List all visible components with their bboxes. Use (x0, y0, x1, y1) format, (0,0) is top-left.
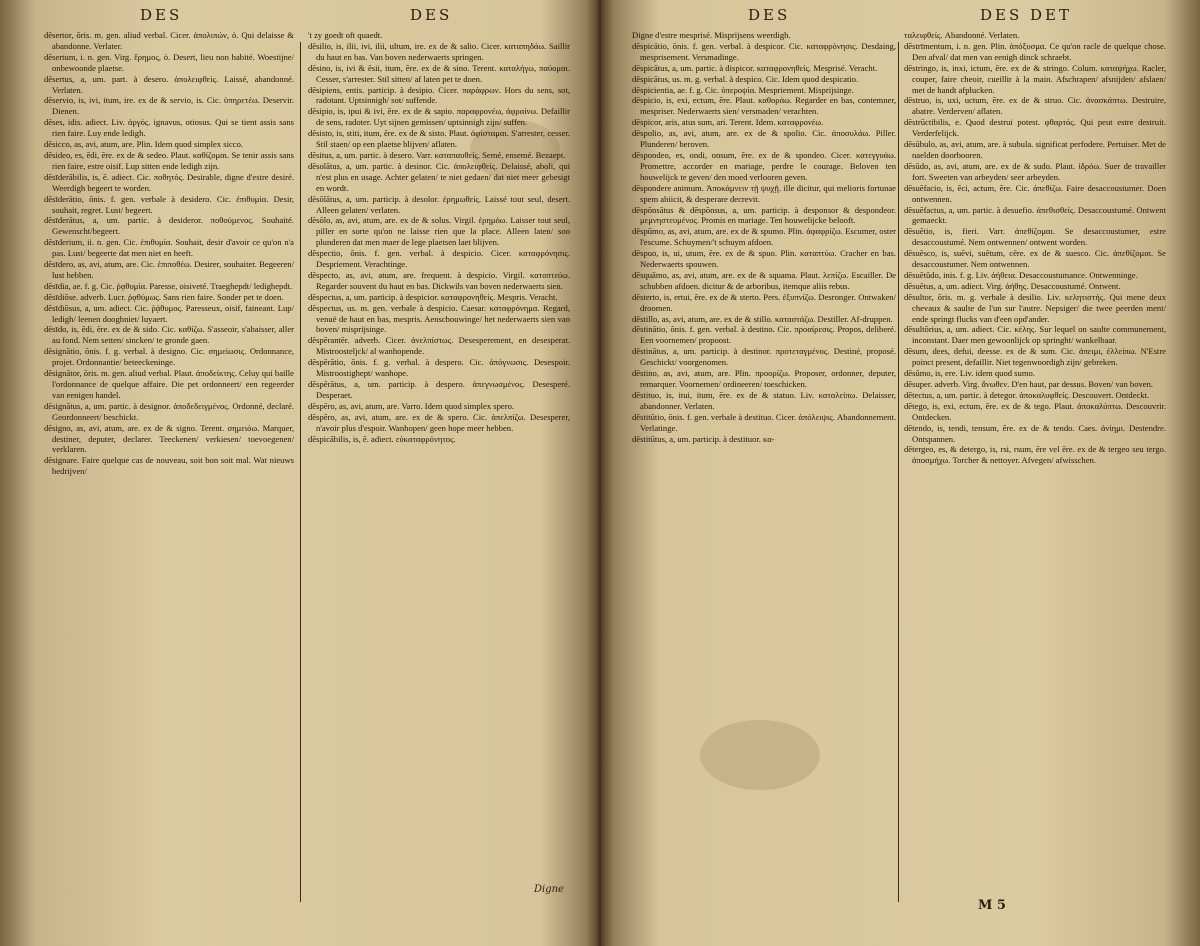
dictionary-entry: dēsultor, ōris. m. g. verbale à desilio. Liv. κελητιστής. Qui mene deux chevaux & saulte de l'un sur l'autre. Nepsiger/ die twee peerden ment/ ende springt flucks van d'een opd'ander. (904, 291, 1166, 324)
dictionary-entry: dēsīderābilis, is, ē. adiect. Cic. ποθητός. Desirable, digne d'estre desiré. Weerdigh begeert te worden. (44, 171, 294, 193)
dictionary-entry: dēstitūtio, ōnis. f. gen. verbale à destituo. Cicer. ἀπόλειψις. Abandonnement. Verlatinge. (632, 411, 896, 433)
dictionary-entry: dēsignātor, ōris. m. gen. aliud verbal. Plaut. ἀποδείκτης. Celuy qui baille l'ordonnance de quelque affaire. Die pet ordonneert/ een regeerder van eenigen handel. (44, 368, 294, 400)
dictionary-entry: dēspectio, ōnis. f. gen. verbal. à despicio. Cicer. καταφρόνησις. Despriement. Verachtinge. (308, 248, 570, 270)
dictionary-entry: dēsuēfactus, a, um. partic. à desuefio. ἀπεθισθείς. Desaccoustumé. Ontwent gemaeckt. (904, 204, 1166, 226)
dictionary-entry: 't zy goedt oft quaedt. (308, 30, 383, 40)
column-divider (898, 42, 899, 902)
dictionary-entry: dēspicientia, ae. f. g. Cic. ὑπεροψία. Mespriement. Misprijsinge. (632, 84, 854, 95)
dictionary-entry: dēsīderium, ii. n. gen. Cic. ἐπιθυμία. Souhait, desir d'avoir ce qu'on n'a pas. Lust/ begeerte dat men niet en heeft. (44, 237, 294, 259)
dictionary-entry: dēsilio, is, ilii, ivi, ilii, ultum, ire. ex de & salio. Cicer. καταπηδάω. Saillir du haut en bas. Van boven nederwaerts springen. (308, 40, 570, 62)
dictionary-entry: dēsultōrius, a, um. adiect. Cic. κέλης. Sur lequel on saulte communement, inconstant. Daer men gewoonlijck op springht/ wankelbaar. (904, 324, 1166, 346)
dictionary-entry: dēspicātio, ōnis. f. gen. verbal. à despicor. Cic. καταφρόνησις. Desdaing, mesprisement. Versmadinge. (632, 40, 896, 62)
dictionary-entry: dēsīdero, as, avi, atum, are. Cic. ἐπιποθέω. Desirer, souhaiter. Begeeren/ lust hebben. (44, 259, 294, 280)
dictionary-entry: dēsuēfacio, is, ēci, actum, ēre. Cic. ἀπεθίζω. Faire desaccoustumer. Doen ontwennen. (904, 182, 1166, 204)
column-divider (300, 42, 301, 902)
left-page-header-left: DES (140, 6, 183, 24)
dictionary-entry: dētectus, a, um. partic. à detegor. ἀποκαλυφθείς. Descouvert. Ontdeckt. (904, 389, 1150, 400)
dictionary-entry: dēsignare. Faire quelque cas de nouveau, soit bon soit mal. Wat nieuws bedrijven/ (44, 455, 294, 477)
dictionary-entry: dēsino, is, ivi & ēsii, itum, ēre. ex de & sino. Terent. καταλήγω, παύομαι. Cesser, s'arrester. Stil sitten/ af laten pet te doen. (308, 62, 570, 84)
dictionary-entry: dēstinātus, a, um. particip. à destinor. προτεταγμένος. Destiné, proposé. Geschickt/ voorgenomen. (632, 346, 896, 368)
dictionary-entry: dēspērantēr. adverb. Cicer. ἀνελπίστως. Desesperement, en desesperat. Mistroosteljck/ al wanhopende. (308, 335, 570, 357)
dictionary-entry: ταλειφθείς. Abandonné. Verlaten. (904, 30, 1020, 40)
dictionary-entry: dēsīderātio, ōnis. f. gen. verbale à desidero. Cic. ἐπιθυμία. Desir, souhait, regret. Lust/ begeert. (44, 193, 294, 215)
dictionary-entry: dētergeo, es, & detergo, is, rsi, rsum, ēre vel ēre. ex de & tergeo seu tergo. ἀποσμήχω. Torcher & nettoyer. Afvegen/ afwisschen. (904, 444, 1166, 466)
dictionary-entry: dēspicātus, us. m. g. verbal. à despico. Cic. Idem quod despicatio. (632, 73, 859, 84)
dictionary-entry: dēsuper. adverb. Virg. ἄνωθεν. D'en haut, par dessus. Boven/ van boven. (904, 379, 1154, 389)
dictionary-entry: dēspondeo, es, ondi, onsum, ēre. ex de & spondeo. Cicer. κατεγγυάω. Promettre, accorder en mariage, perdre le courage. Beloven ten houwelijck te geven/ den moed verlooren geven. (632, 149, 896, 182)
dictionary-entry: dēstrīmentum, i. n. gen. Plin. ἀπόξυσμα. Ce qu'on racle de quelque chose. Den afval/ dat men van eenigh dinck schraebt. (904, 40, 1166, 62)
dictionary-entry: dēsīdo, is, ēdi, ēre. ex de & sido. Cic. καθίζω. S'asseoir, s'abaisser, aller au fond. Nem setten/ sincken/ te gronde gaen. (44, 324, 294, 346)
dictionary-entry: dēstillo, as, avi, atum, are. ex de & stillo. καταστάζω. Destiller. Af-druppen. (632, 313, 893, 324)
dictionary-entry: dēsūbulo, as, avi, atum, are. à subula. significat perfodere. Pertuiser. Met de naelden doorbooren. (904, 139, 1166, 160)
dictionary-entry: dēspolio, as, avi, atum, are. ex de & spolio. Cic. ἀποσυλάω. Piller. Plunderen/ beroven. (632, 128, 896, 150)
dictionary-entry: dēsolātus, a, um. partic. à desinor. Cic. ἀπολειφθείς. Delaissé, aboli, qui n'est plus en usage. Achter gelaten/ te niet gedaen/ dat niet meer gebesigt en wordt. (308, 160, 570, 193)
signature-mark: M 5 (978, 898, 1006, 913)
dictionary-entry: dēsōlo, as, avi, atum, are. ex de & solus. Virgil. ἐρημόω. Laisser tout seul, piller en sorte qu'on ne laisse rien que la place. Alleen laten/ soo plunderen dat men maer de lege plaetsen laet blijven. (308, 215, 570, 248)
catchword: Digne (534, 884, 564, 895)
dictionary-entry: dēspectus, us. m. gen. verbale à despicio. Caesar. καταφρόνημα. Regard, venuë de haut en bas, mespris. Aenschouwinge/ het nederwaerts sien van boven/ misprijsinge. (308, 302, 570, 335)
dictionary-entry: dēstringo, is, inxi, ictum, ēre. ex de & stringo. Colum. καταψήχω. Racler, couper, faire cheoir, cueillir à la main. Afschrapen/ afsnijden/ afslaen/ met de handt afplucken. (904, 62, 1166, 95)
dictionary-entry: dēstrūctibilis, e. Quod destrui potest. φθαρτός. Qui peut estre destruit. Verderfelijck. (904, 117, 1166, 139)
dictionary-entry: dēstruo, is, uxi, uctum, ēre. ex de & struo. Cic. ἀνασκάπτω. Destruire, abatre. Verderven/ aflaten. (904, 95, 1166, 117)
dictionary-entry: dēspicor, aris, atus sum, ari. Terent. Idem. καταφρονέω. (632, 117, 824, 128)
dictionary-entry: dēsipiens, entis. particip. à desipio. Cicer. παράφρων. Hors du sens, sot, radotant. Uptsinnigh/ sot/ suffende. (308, 84, 570, 106)
dictionary-entry: dēspūmo, as, avi, atum, are. ex de & spumo. Plin. ἀφαφρίζω. Escumer, oster l'escume. Schuymen/'t schuym afdoen. (632, 226, 896, 248)
right-page-column-2 (904, 30, 1166, 466)
dictionary-entry: dēsipio, is, ipui & ivi, ēre. ex de & sapio. παραφρονέω, ἀφραίνω. Defaillir de sens, radoter. Uyt sijnen gemissen/ uptsinnigh zijn/ suffen. (308, 106, 570, 128)
dictionary-entry: dēspērātus, a, um. particip. à despero. ἀπεγνωσμένος. Desesperé. Desperaet. (308, 379, 570, 400)
dictionary-entry: dēservio, is, ivi, itum, ire. ex de & servio, is. Cic. ὑπηρετέω. Deservir. Dienen. (44, 95, 294, 117)
right-page (602, 0, 1200, 946)
dictionary-entry: dēstituo, is, itui, itum, ēre. ex de & statuo. Liv. καταλείπω. Delaisser, abandonner. Verlaten. (632, 389, 896, 411)
dictionary-entry: dēsquāmo, as, avi, atum, are. ex de & squama. Plaut. λεπίζω. Escailler. De schubben afdoen. dicitur & de arboribus, itemque aliis rebus. (632, 269, 896, 291)
dictionary-entry: dēstinātio, ōnis. f. gen. verbal. à destino. Cic. προαίρεσις. Propos, deliberé. Een voornemen/ propoost. (632, 324, 896, 346)
dictionary-entry: dēstino, as, avi, atum, are. Plin. προορίζω. Proposer, ordonner, deputer, remarquer. Voornemen/ ordineeren/ toeschicken. (632, 368, 896, 389)
dictionary-entry: dēsuētūdo, inis. f. g. Liv. ἀήθεια. Desaccoustumance. Ontwenninge. (904, 269, 1138, 280)
dictionary-entry: dēsertum, i. n. gen. Virg. ἔρημος, ὁ. Desert, lieu non habité. Woestijne/ onbewoonde plaetse. (44, 51, 294, 73)
dictionary-entry: dēspicātus, a, um. partic. à dispicor. καταφρονηθείς. Mesprisé. Veracht. (632, 62, 878, 73)
dictionary-entry: dēspōnsātus & dēspōnsus, a, um. particip. à desponsor & despondeor. μεμνηστευμένος. Promis en mariage. Ten houwelijcke belooft. (632, 204, 896, 226)
dictionary-entry: dēsūmo, is, ere. Liv. idem quod sumo. (904, 368, 1035, 379)
left-page-column-2 (308, 30, 570, 444)
dictionary-entry: dētego, is, exi, ectum, ēre. ex de & tego. Plaut. ἀποκαλύπτω. Descouvrir. Ontdecken. (904, 400, 1166, 422)
dictionary-entry: dēsicco, as, avi, atum, are. Plin. Idem quod simplex sicco. (44, 139, 244, 150)
dictionary-entry: dēsuēsco, is, suēvi, suētum, cēre. ex de & suesco. Cic. ἀπεθίζομαι. Se desaccoustumer. Nem ontwennen. (904, 248, 1166, 270)
right-page-header-left: DES (748, 6, 791, 24)
right-page-header-right: DES DET (980, 6, 1073, 24)
dictionary-entry: dēses, idis. adiect. Liv. ἀργός. ignavus, otiosus. Qui se tient assis sans rien faire. Luy ende ledigh. (44, 117, 294, 139)
dictionary-entry: dēsīdiōse. adverb. Lucr. ῥᾳθύμως. Sans rien faire. Sonder pet te doen. (44, 291, 284, 302)
dictionary-entry: dētendo, is, tendi, tensum, ēre. ex de & tendo. Caes. ἀνίημι. Destendre. Ontspannen. (904, 422, 1166, 444)
dictionary-entry: dēsisto, is, stiti, itum, ēre. ex de & sisto. Plaut. ἀφίσταμαι. S'arrester, cesser. Stil staen/ op een plaetse blijven/ aflaten. (308, 128, 570, 150)
dictionary-entry: dēspondere animum. Ἀποκάμνειν τῇ ψυχῇ. ille dicitur, qui melioris fortunae spem abiicit, & desperare decrevit. (632, 182, 896, 204)
dictionary-entry: dēsīdiōsus, a, um. adiect. Cic. ῥᾴθυμος. Paresseux, oisif, faineant. Lup/ ledigh/ leenen dooghniet/ luyaert. (44, 302, 294, 324)
dictionary-entry: dēsignātio, ōnis. f. g. verbal. à designo. Cic. σημείωσις. Ordonnance, projet. Ordonnantie/ beteeckeninge. (44, 346, 294, 368)
dictionary-entry: dēspecto, as, avi, atum, are. frequent. à despicio. Virgil. κατοπτεύω. Regarder souvent du haut en bas. Dickwils van boven nederwaerts sien. (308, 269, 570, 291)
dictionary-entry: dēsūdo, as, avi, atum, are. ex de & sudo. Plaut. ἱδρόω. Suer de travailler fort. Sweeten van arbeyden/ seer arbeyden. (904, 160, 1166, 182)
left-page (0, 0, 598, 946)
dictionary-entry: dēsertus, a, um. part. à desero. ἀπολειφθείς. Laissé, abandonné. Verlaten. (44, 73, 294, 95)
dictionary-entry: dēsuētio, is, fieri. Varr. ἀπεθίζομαι. Se desaccoustumer, estre desaccoustumé. Nem ontwennen/ ontwent worden. (904, 226, 1166, 248)
dictionary-entry: dēspicio, is, exi, ectum, ēre. Plaut. καθοράω. Regarder en bas, contemner, mespriser. Nederwaerts sien/ versmaden/ verachten. (632, 95, 896, 117)
left-page-header-right: DES (410, 6, 453, 24)
dictionary-entry: dēsertor, ōris. m. gen. aliud verbal. Cicer. ἀπολιπών, ὁ. Qui delaisse & abandonne. Verlater. (44, 30, 294, 51)
dictionary-entry: dēspicābilis, is, ē. adiect. εὐκαταφρόνητος. (308, 433, 456, 444)
dictionary-entry: dēsīderātus, a, um. partic. à desideror. ποθούμενος. Souhaité. Gewenscht/begeert. (44, 215, 294, 237)
dictionary-entry: dēsitus, a, um. partic. à desero. Varr. καταπαυθείς. Semé, ensemé. Bezaept. (308, 149, 566, 160)
left-page-column-1 (44, 30, 294, 477)
dictionary-entry: dēsignātus, a, um. partic. à designor. ἀποδεδειγμένος. Ordonné, declaré. Geordonneert/ beschickt. (44, 400, 294, 422)
right-page-column-1 (632, 30, 896, 444)
dictionary-entry: dēspuo, is, ui, utum, ēre. ex de & spuo. Plin. καταπτύω. Cracher en bas. Nederwaerts spouwen. (632, 248, 896, 270)
dictionary-entry: Digne d'estre mesprisé. Misprijsens weerdigh. (632, 30, 791, 40)
dictionary-entry: dēsīdia, ae. f. g. Cic. ῥᾳθυμία. Paresse, oisiveté. Traeghepdt/ ledighepdt. (44, 280, 293, 291)
dictionary-entry: dēsuētus, a, um. adiect. Virg. ἀήθης. Desaccoustumé. Ontwent. (904, 280, 1121, 291)
dictionary-entry: dēspēro, as, avi, atum, are. Varro. Idem quod simplex spero. (308, 400, 515, 411)
dictionary-entry: dēsterto, is, ertui, ēre. ex de & sterto. Pers. ἐξυπνίζω. Desronger. Ontwaken/ droomen. (632, 291, 896, 313)
dictionary-entry: dēsigno, as, avi, atum, are. ex de & signo. Terent. σημειόω. Marquer, destiner, deputer, declarer. Teeckenen/ verkiesen/ toevoegenen/ verklaren. (44, 422, 294, 455)
dictionary-entry: dēspērātio, ōnis. f. g. verbal. à despero. Cic. ἀπόγνωσις. Desespoir. Mistroostighept/ wanhope. (308, 357, 570, 379)
dictionary-entry: dēsideo, es, ēdi, ēre. ex de & sedeo. Plaut. καθίζομαι. Se tenir assis sans rien faire, estre oisif. Lup sitten ende ledigh zijn. (44, 149, 294, 171)
dictionary-entry: dēspēro, as, avi, atum, are. ex de & spero. Cic. ἀπελπίζω. Desesperer, n'avoir plus d'espoir. Wanhopen/ geen hope meer hebben. (308, 411, 570, 433)
dictionary-entry: dēspectus, a, um. particip. à despicior. καταφρονηθείς. Mespris. Veracht. (308, 291, 558, 302)
dictionary-entry: dēsum, dees, defui, deesse. ex de & sum. Cic. ἀπειμι, ἐλλείπω. N'Estre poinct present, defaillir. Niet tegenwoordigh zijn/ gebreken. (904, 346, 1166, 368)
dictionary-entry: dēsōlātus, a, um. particip. à desolor. ἐρημωθείς. Laissé tout seul, desert. Alleen gelaten/ verlaten. (308, 193, 570, 215)
dictionary-entry: dēstitūtus, a, um. particip. à destituor. κα- (632, 433, 775, 444)
